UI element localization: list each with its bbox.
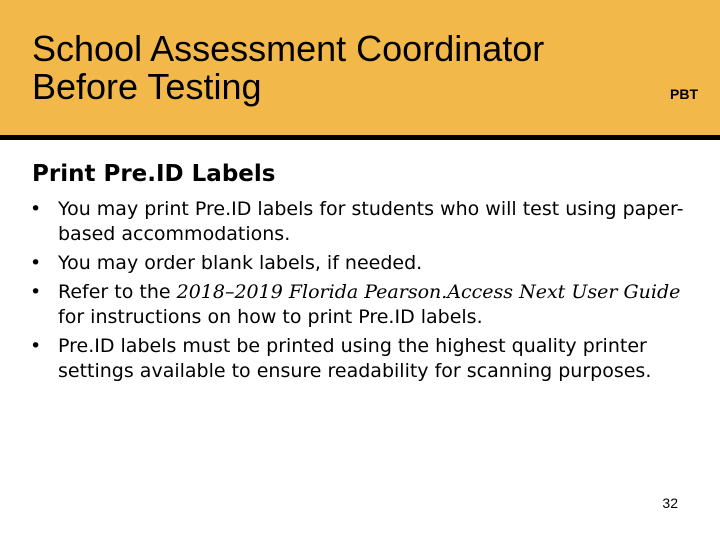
bullet-item	[30, 251, 710, 276]
section-heading: Print Pre.ID Labels	[32, 161, 276, 187]
bullet-dot: •	[30, 198, 42, 220]
bullet-item	[30, 197, 710, 247]
slide-title	[32, 30, 544, 106]
bullet-dot: •	[30, 252, 42, 274]
header-banner	[0, 0, 720, 135]
bullet-item	[30, 334, 710, 384]
page-number: 32	[662, 495, 678, 511]
bullet-dot: •	[30, 335, 42, 357]
bullet-text-pre: Refer to the	[58, 281, 177, 303]
pbt-tag: PBT	[670, 86, 698, 102]
bullet-text: You may order blank labels, if needed.	[58, 252, 423, 274]
bullet-text: You may print Pre.ID labels for students who will test using paper-based accommodations.	[58, 198, 684, 245]
bullet-text-post: for instructions on how to print Pre.ID labels.	[58, 306, 483, 328]
user-guide-title: 2018–2019 Florida Pearson.Access Next User Guide	[176, 281, 681, 303]
bullet-item	[30, 280, 710, 330]
bullet-dot: •	[30, 281, 42, 303]
bullet-list	[30, 197, 710, 388]
header-divider	[0, 135, 720, 140]
slide-title-line-1: School Assessment Coordinator	[32, 28, 545, 69]
bullet-text: Pre.ID labels must be printed using the highest quality printer settings available to ensure readability for scanning purposes.	[58, 335, 652, 382]
slide-title-line-2: Before Testing	[32, 66, 262, 107]
